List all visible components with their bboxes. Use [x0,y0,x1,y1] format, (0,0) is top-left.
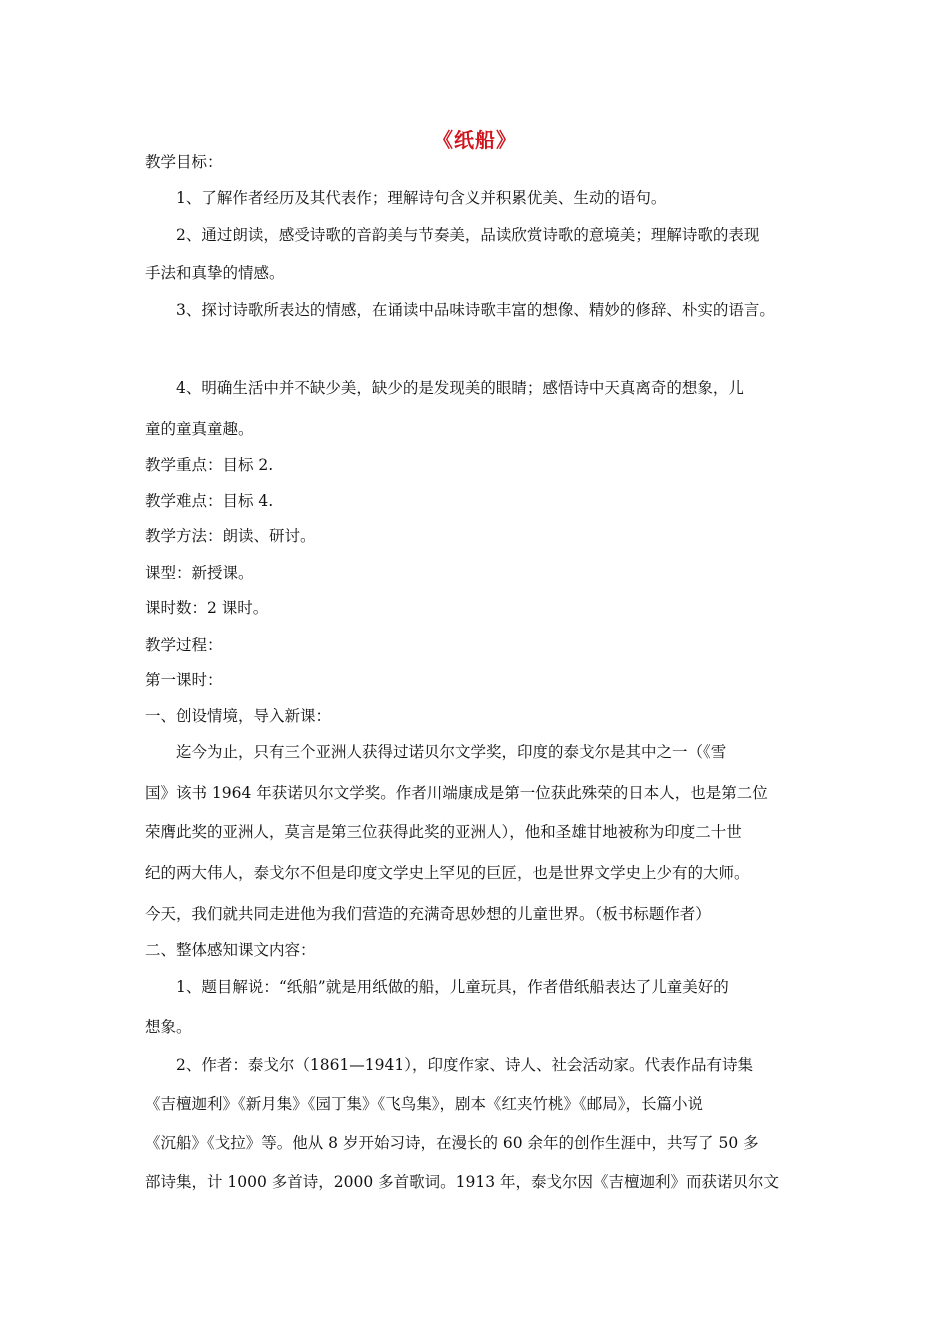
text-line: 《吉檀迦利》《新月集》《园丁集》《飞鸟集》，剧本《红夹竹桃》《邮局》，长篇小说 [145,1095,704,1113]
text-line: 2、通过朗读，感受诗歌的音韵美与节奏美，品读欣赏诗歌的意境美；理解诗歌的表现 [176,226,760,244]
text-line: 课型：新授课。 [145,564,254,582]
text-line: 今天，我们就共同走进他为我们营造的充满奇思妙想的儿童世界。（板书标题作者） [145,905,711,923]
text-line: 童的童真童趣。 [145,420,254,438]
text-line: 4、明确生活中并不缺少美，缺少的是发现美的眼睛；感悟诗中天真离奇的想象，儿 [176,379,744,397]
text-line: 教学方法：朗读、研讨。 [145,527,316,545]
text-line: 二、整体感知课文内容： [145,941,316,959]
text-line: 手法和真挚的情感。 [145,264,285,282]
document-title: 《纸船》 [433,128,517,152]
text-line: 教学重点：目标 2. [145,456,274,474]
text-line: 教学难点：目标 4. [145,492,274,510]
text-line: 第一课时： [145,671,223,689]
text-line: 1、了解作者经历及其代表作；理解诗句含义并积累优美、生动的语句。 [176,189,667,207]
text-line: 1、题目解说：“纸船”就是用纸做的船，儿童玩具，作者借纸船表达了儿童美好的 [176,978,729,996]
text-line: 想象。 [145,1018,192,1036]
text-line: 纪的两大伟人，泰戈尔不但是印度文学史上罕见的巨匠，也是世界文学史上少有的大师。 [145,864,750,882]
text-line: 部诗集，计 1000 多首诗，2000 多首歌词。1913 年，泰戈尔因《吉檀迦利》而获诺贝尔文 [145,1173,780,1191]
text-line: 3、探讨诗歌所表达的情感，在诵读中品味诗歌丰富的想像、精妙的修辞、朴实的语言。 [176,301,775,319]
text-line: 国》该书 1964 年获诺贝尔文学奖。作者川端康成是第一位获此殊荣的日本人，也是第二位 [145,784,768,802]
text-line: 课时数：2 课时。 [145,599,269,617]
text-line: 《沉船》《戈拉》等。他从 8 岁开始习诗，在漫长的 60 余年的创作生涯中，共写了 50 多 [145,1134,759,1152]
text-line: 教学目标： [145,153,223,171]
text-line: 荣膺此奖的亚洲人，莫言是第三位获得此奖的亚洲人），他和圣雄甘地被称为印度二十世 [145,823,742,841]
text-line: 2、作者：泰戈尔（1861—1941），印度作家、诗人、社会活动家。代表作品有诗集 [176,1056,754,1074]
text-line: 迄今为止，只有三个亚洲人获得过诺贝尔文学奖，印度的泰戈尔是其中之一（《雪 [176,743,727,761]
text-line: 一、创设情境，导入新课： [145,707,332,725]
text-line: 教学过程： [145,636,223,654]
